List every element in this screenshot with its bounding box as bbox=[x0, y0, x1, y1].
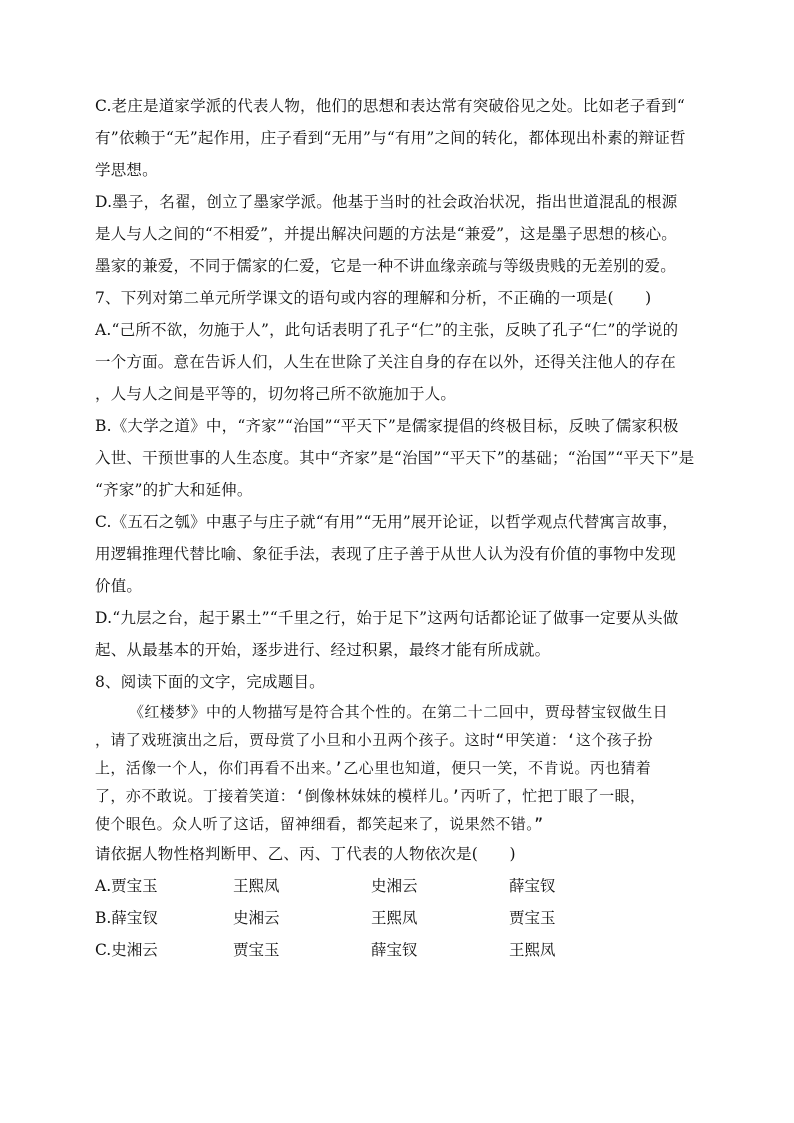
text-line: ，人与人之间是平等的，切勿将己所不欲施加于人。 bbox=[95, 385, 457, 403]
option-cell: 薛宝钗 bbox=[371, 941, 418, 959]
text-line: 价值。 bbox=[95, 577, 143, 595]
passage-line: 使个眼色。众人听了这话，留神细看，都笑起来了，说果然不错。” bbox=[95, 815, 544, 833]
text-line: “齐家”的扩大和延伸。 bbox=[95, 481, 253, 499]
option-row-b bbox=[95, 902, 705, 934]
passage-line: 了，亦不敢说。丁接着笑道：‘倒像林妹妹的模样儿。’丙听了，忙把丁眼了一眼， bbox=[95, 787, 646, 805]
option-cell: C.史湘云 bbox=[95, 941, 158, 959]
text-line: D.“九层之台，起于累土”“千里之行，始于足下”这两句话都论证了做事一定要从头做 bbox=[95, 609, 679, 627]
text-line: B.《大学之道》中，“齐家”“治国”“平天下”是儒家提倡的终极目标，反映了儒家积极 bbox=[95, 417, 679, 435]
option-cell: 史湘云 bbox=[233, 909, 280, 927]
text-line: A.“己所不欲，勿施于人”，此句话表明了孔子“仁”的主张，反映了孔子“仁”的学说的 bbox=[95, 321, 679, 339]
text-line: 入世、干预世事的人生态度。其中“齐家”是“治国”“平天下”的基础；“治国”“平天下”是 bbox=[95, 449, 695, 467]
q7-option-a bbox=[95, 314, 705, 410]
text-line: 一个方面。意在告诉人们，人生在世除了关注自身的存在以外，还得关注他人的存在 bbox=[95, 353, 676, 371]
passage-line: ，请了戏班演出之后，贾母赏了小旦和小丑两个孩子。这时“甲笑道：‘这个孩子扮 bbox=[95, 731, 653, 749]
q8-passage bbox=[95, 698, 705, 838]
option-cell: 王熙凤 bbox=[233, 877, 280, 895]
q6-option-d bbox=[95, 186, 705, 282]
passage-line: 《红楼梦》中的人物描写是符合其个性的。在第二十二回中，贾母替宝钗做生日 bbox=[129, 703, 669, 721]
text-line: 用逻辑推理代替比喻、象征手法，表现了庄子善于从世人认为没有价值的事物中发现 bbox=[95, 545, 676, 563]
text-line: 起、从最基本的开始，逐步进行、经过积累，最终才能有所成就。 bbox=[95, 641, 551, 659]
option-cell: B.薛宝钗 bbox=[95, 909, 158, 927]
q7-option-d bbox=[95, 602, 705, 666]
option-cell: 贾宝玉 bbox=[233, 941, 280, 959]
option-row-c bbox=[95, 934, 705, 966]
q6-option-c bbox=[95, 90, 705, 186]
q7-option-b bbox=[95, 410, 705, 506]
option-row-a bbox=[95, 870, 705, 902]
q8-options bbox=[95, 870, 705, 966]
text-line: 是人与人之间的“不相爱”，并提出解决问题的方法是“兼爱”，这是墨子思想的核心。 bbox=[95, 225, 677, 243]
text-line: C.老庄是道家学派的代表人物，他们的思想和表达常有突破俗见之处。比如老子看到“ bbox=[95, 97, 685, 115]
option-cell: 史湘云 bbox=[371, 877, 418, 895]
text-line: D.墨子，名翟，创立了墨家学派。他基于当时的社会政治状况，指出世道混乱的根源 bbox=[95, 193, 678, 211]
text-line: 墨家的兼爱，不同于儒家的仁爱，它是一种不讲血缘亲疏与等级贵贱的无差别的爱。 bbox=[95, 257, 676, 275]
q7-option-c bbox=[95, 506, 705, 602]
text-line: 学思想。 bbox=[95, 161, 158, 179]
option-cell: 王熙凤 bbox=[371, 909, 418, 927]
option-cell: 王熙凤 bbox=[509, 941, 556, 959]
q8-stem: 8、阅读下面的文字，完成题目。 bbox=[95, 673, 325, 691]
text-line: 有”依赖于“无”起作用，庄子看到“无用”与“有用”之间的转化，都体现出朴素的辩证哲 bbox=[95, 129, 686, 147]
passage-line: 上，活像一个人，你们再看不出来。’乙心里也知道，便只一笑，不肯说。丙也猜着 bbox=[95, 759, 652, 777]
document-page bbox=[95, 90, 705, 966]
q7-stem: 7、下列对第二单元所学课文的语句或内容的理解和分析，不正确的一项是( ) bbox=[95, 289, 652, 307]
option-cell: 薛宝钗 bbox=[509, 877, 556, 895]
option-cell: A.贾宝玉 bbox=[95, 877, 158, 895]
text-line: C.《五石之瓠》中惠子与庄子就“有用”“无用”展开论证，以哲学观点代替寓言故事， bbox=[95, 513, 678, 531]
option-cell: 贾宝玉 bbox=[509, 909, 556, 927]
q8-question: 请依据人物性格判断甲、乙、丙、丁代表的人物依次是( ) bbox=[95, 845, 516, 863]
